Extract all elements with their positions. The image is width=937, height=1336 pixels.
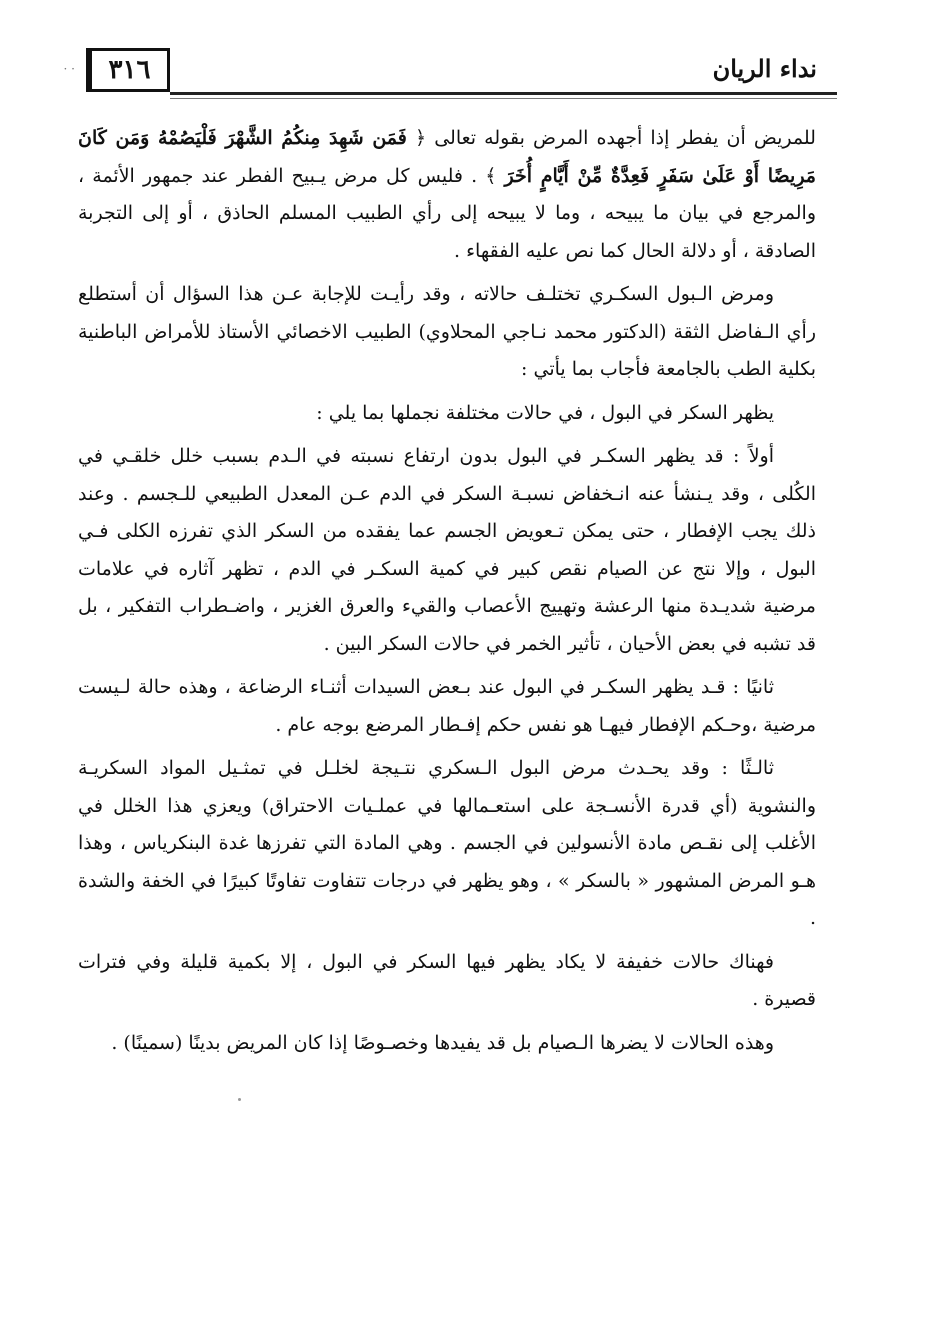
paragraph-intro: يظهر السكر في البول ، في حالات مختلفة نجملها بما يلي : <box>316 401 774 424</box>
running-title: نداء الريان <box>712 54 817 83</box>
paragraph-second-case: ثانيًا : قـد يظهر السكـر في البول عند بـعض السيدات أثنـاء الرضاعة ، وهذه حالة لـيست مرضية ،وحـكم الإفطار فيهـا هو نفس حكم إفـطار المرضع بوجه عام . <box>78 676 816 736</box>
page-number: ٣١٦ <box>86 48 170 92</box>
header-rule <box>170 92 837 95</box>
quran-verse: فَمَن شَهِدَ مِنكُمُ الشَّهْرَ فَلْيَصُمْهُ وَمَن كَانَ مَرِيضًا أَوْ عَلَىٰ سَفَرٍ فَعِدَّةٌ مِّنْ أَيَّامٍ أُخَرَ <box>78 127 816 187</box>
paragraph-text-before: للمريض أن يفطر إذا أجهده المرض بقوله تعالى ﴿ <box>406 127 816 149</box>
paragraph-question: ومرض الـبول السكـري تختلـف حالاته ، وقد رأيـت للإجابة عـن هذا السؤال أن أستطلع رأي الـفاضل الثقة (الدكتور محمد نـاجي المحلاوي) الطبيب الاخصائي الأستاذ للأمراض الباطنية بكلية الطب بالجامعة فأجاب بما يأتي : <box>78 283 816 380</box>
scan-speck <box>238 1098 241 1101</box>
paragraph-fasting-benefit: وهذه الحالات لا يضرها الـصيام بل قد يفيدها وخصـوصًا إذا كان المريض بدينًا (سمينًا) . <box>111 1031 774 1054</box>
page-header <box>86 48 817 108</box>
paragraph-first-case: أولاً : قد يظهر السكـر في البول بدون ارتفاع نسبته في الـدم بسبب خلل خلقـي في الكُلى ، وقد يـنشأ عنه انـخفاض نسبـة السكر في الدم عـن المعدل الطبيعي للـجسم . وعند ذلك يجب الإفطار ، حتى يمكن تـعويض الجسم عما يفقده من السكر الذي تفرزه الكلى فـي البول ، وإلا نتج عن الصيام نقص كبير في كمية السكـر في الدم ، تظهر آثاره في علامات مرضية شديـدة منها الرعشة وتهييج الأعصاب والقيء والعرق الغزير ، واضـطراب التفكير ، بل قد تشبه في بعض الأحيان ، تأثير الخمر في حالات السكر البين . <box>78 445 816 655</box>
paragraph-mild-cases: فهناك حالات خفيفة لا يكاد يظهر فيها السكر في البول ، إلا بكمية قليلة وفي فترات قصيرة . <box>78 950 816 1010</box>
header-rule-thin <box>170 98 837 99</box>
margin-marks: · · <box>63 62 75 76</box>
paragraph-third-case: ثالـثًا : وقد يحـدث مرض البول الـسكري نتـيجة لخلـل في تمثـيل المواد السكريـة والنشوية (أي قدرة الأنسـجة على استعـمالها في عملـيات الاحتراق) ويعزي هذا الخلل في الأغلب إلى نقـص مادة الأنسولين في الجسم . وهي المادة التي تفرزها غدة البنكرياس ، وهذا هـو المرض المشهور « بالسكر » ، وهو يظهر في درجات تتفاوت تفاوتًا كبيرًا في الخفة والشدة . <box>78 757 816 929</box>
page-body <box>78 120 816 1068</box>
paragraph-quran-verse <box>78 120 816 270</box>
paragraph-text-after: ﴾ . فليس كل مرض يـبيح الفطر عند جمهور الأئمة ، والمرجع في بيان ما يبيحه ، وما لا يبيحه إلى رأي الطبيب المسلم الحاذق ، أو إلى التجربة الصادقة ، أو دلالة الحال كما نص عليه الفقهاء . <box>78 164 816 262</box>
